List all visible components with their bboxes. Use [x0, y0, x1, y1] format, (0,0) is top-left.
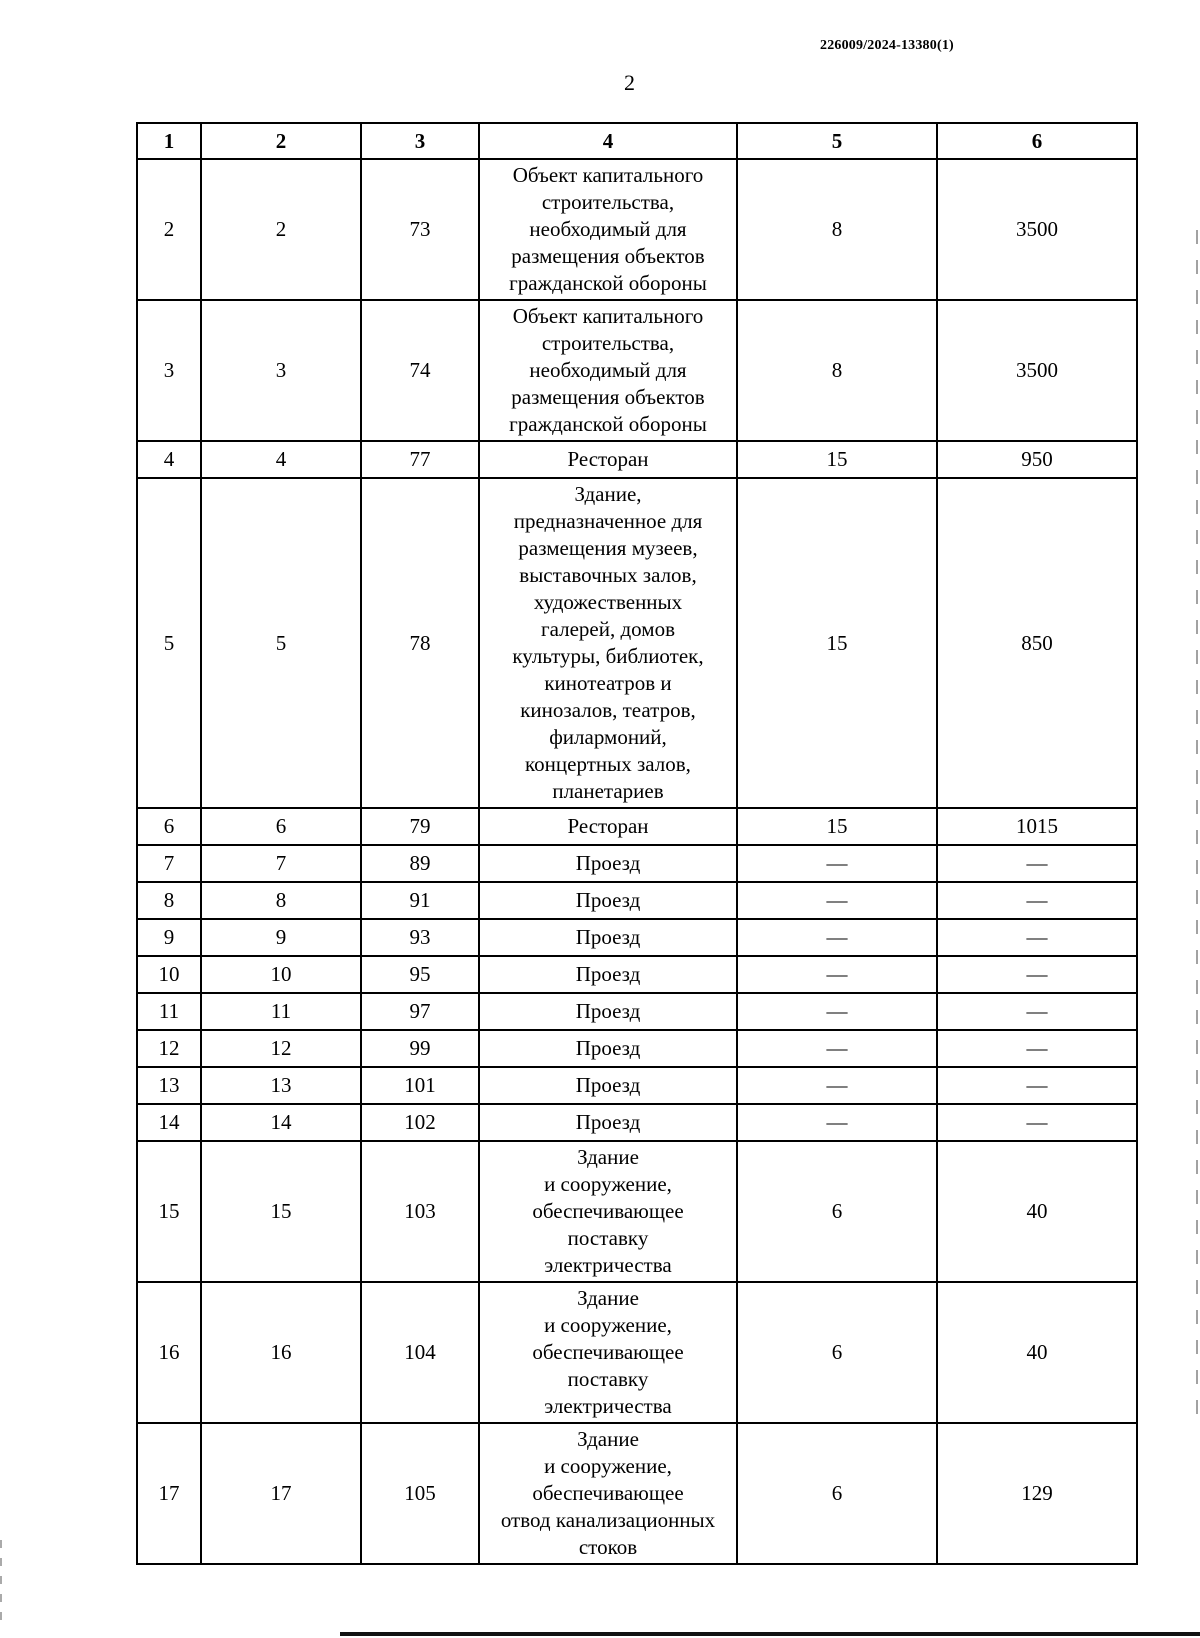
cell-c6: — [937, 1104, 1137, 1141]
cell-c1: 7 [137, 845, 201, 882]
cell-c2: 2 [201, 159, 361, 300]
cell-c2: 6 [201, 808, 361, 845]
scan-edge-mark [0, 1540, 2, 1630]
description-line: Проезд [575, 1073, 641, 1097]
description-line: электричества [544, 1394, 672, 1418]
cell-c5: — [737, 919, 937, 956]
description-line: поставку [567, 1226, 649, 1250]
cell-c3: 102 [361, 1104, 479, 1141]
description-line: концертных залов, [525, 752, 691, 776]
cell-c3: 93 [361, 919, 479, 956]
cell-c1: 15 [137, 1141, 201, 1282]
cell-c6: — [937, 993, 1137, 1030]
table-header-row [137, 123, 1137, 159]
cell-c6: 129 [937, 1423, 1137, 1564]
description-line: кинотеатров и [544, 671, 672, 695]
cell-c5: — [737, 845, 937, 882]
cell-c6: — [937, 882, 1137, 919]
description-line: обеспечивающее [532, 1199, 684, 1223]
description-line: и сооружение, [544, 1172, 672, 1196]
cell-c1: 9 [137, 919, 201, 956]
cell-c6: — [937, 956, 1137, 993]
description-line: Проезд [575, 925, 641, 949]
cell-c2: 12 [201, 1030, 361, 1067]
cell-c5: 8 [737, 159, 937, 300]
cell-c2: 5 [201, 478, 361, 808]
table-row [137, 441, 1137, 478]
cell-c2: 3 [201, 300, 361, 441]
description-line: Объект капитального [512, 304, 704, 328]
table-row [137, 993, 1137, 1030]
cell-c3: 99 [361, 1030, 479, 1067]
cell-c6: 850 [937, 478, 1137, 808]
table-row [137, 956, 1137, 993]
cell-c5: 15 [737, 441, 937, 478]
cell-c2: 9 [201, 919, 361, 956]
description-line: размещения объектов [511, 385, 705, 409]
document-number: 226009/2024-13380(1) [820, 38, 954, 53]
header-cell: 5 [737, 123, 937, 159]
description-cell [479, 993, 737, 1030]
description-cell [479, 1282, 737, 1423]
cell-c3: 89 [361, 845, 479, 882]
scan-bottom-edge [340, 1632, 1200, 1636]
cell-c1: 4 [137, 441, 201, 478]
description-line: предназначенное для [513, 509, 703, 533]
description-line: необходимый для [529, 358, 687, 382]
description-cell [479, 845, 737, 882]
description-line: выставочных залов, [519, 563, 697, 587]
cell-c2: 8 [201, 882, 361, 919]
description-cell [479, 1030, 737, 1067]
cell-c3: 104 [361, 1282, 479, 1423]
description-line: стоков [578, 1535, 638, 1559]
description-cell [479, 919, 737, 956]
description-cell [479, 956, 737, 993]
description-line: художественных [533, 590, 683, 614]
description-line: обеспечивающее [532, 1481, 684, 1505]
cell-c5: 15 [737, 808, 937, 845]
table-row [137, 1282, 1137, 1423]
description-line: культуры, библиотек, [512, 644, 704, 668]
description-line: филармоний, [549, 725, 667, 749]
cell-c2: 11 [201, 993, 361, 1030]
cell-c5: 6 [737, 1141, 937, 1282]
cell-c1: 6 [137, 808, 201, 845]
table-body [137, 159, 1137, 1564]
cell-c5: 6 [737, 1282, 937, 1423]
cell-c5: — [737, 882, 937, 919]
table-row [137, 1030, 1137, 1067]
description-line: планетариев [552, 779, 664, 803]
cell-c1: 17 [137, 1423, 201, 1564]
description-line: электричества [544, 1253, 672, 1277]
cell-c1: 8 [137, 882, 201, 919]
cell-c6: 1015 [937, 808, 1137, 845]
cell-c1: 2 [137, 159, 201, 300]
cell-c6: 40 [937, 1141, 1137, 1282]
cell-c5: — [737, 1067, 937, 1104]
header-cell: 1 [137, 123, 201, 159]
table-row [137, 1067, 1137, 1104]
description-line: Здание [577, 1145, 639, 1169]
header-cell: 2 [201, 123, 361, 159]
cell-c5: — [737, 956, 937, 993]
description-line: гражданской обороны [509, 412, 707, 436]
page-number: 2 [624, 70, 635, 95]
cell-c6: 3500 [937, 159, 1137, 300]
cell-c1: 5 [137, 478, 201, 808]
table-row [137, 478, 1137, 808]
description-line: необходимый для [529, 217, 687, 241]
cell-c5: — [737, 1030, 937, 1067]
cell-c2: 13 [201, 1067, 361, 1104]
table-row [137, 808, 1137, 845]
description-line: размещения объектов [511, 244, 705, 268]
header-cell: 4 [479, 123, 737, 159]
header-cell: 3 [361, 123, 479, 159]
description-line: Проезд [575, 1110, 641, 1134]
cell-c3: 79 [361, 808, 479, 845]
cell-c3: 101 [361, 1067, 479, 1104]
description-line: размещения музеев, [518, 536, 698, 560]
description-cell [479, 1067, 737, 1104]
header-cell: 6 [937, 123, 1137, 159]
cell-c1: 14 [137, 1104, 201, 1141]
cell-c1: 12 [137, 1030, 201, 1067]
description-line: Ресторан [567, 447, 649, 471]
cell-c6: 950 [937, 441, 1137, 478]
description-line: Проезд [575, 888, 641, 912]
cell-c3: 91 [361, 882, 479, 919]
description-line: галерей, домов [541, 617, 675, 641]
cell-c2: 16 [201, 1282, 361, 1423]
cell-c2: 7 [201, 845, 361, 882]
cell-c6: — [937, 1067, 1137, 1104]
table-row [137, 159, 1137, 300]
description-line: Проезд [575, 851, 641, 875]
description-line: Здание [577, 1286, 639, 1310]
description-line: Проезд [575, 962, 641, 986]
table-row [137, 882, 1137, 919]
description-cell [479, 441, 737, 478]
cell-c2: 10 [201, 956, 361, 993]
description-cell [479, 882, 737, 919]
description-line: Объект капитального [512, 163, 704, 187]
description-line: Здание, [574, 482, 642, 506]
cell-c3: 105 [361, 1423, 479, 1564]
cell-c6: — [937, 845, 1137, 882]
table-row [137, 1423, 1137, 1564]
description-line: кинозалов, театров, [520, 698, 696, 722]
cell-c5: 15 [737, 478, 937, 808]
description-cell [479, 300, 737, 441]
cell-c6: — [937, 1030, 1137, 1067]
cell-c5: 6 [737, 1423, 937, 1564]
description-line: обеспечивающее [532, 1340, 684, 1364]
table-row [137, 919, 1137, 956]
description-line: и сооружение, [544, 1454, 672, 1478]
cell-c1: 13 [137, 1067, 201, 1104]
cell-c2: 17 [201, 1423, 361, 1564]
description-cell [479, 1423, 737, 1564]
description-cell [479, 808, 737, 845]
cell-c1: 10 [137, 956, 201, 993]
cell-c3: 77 [361, 441, 479, 478]
cell-c2: 15 [201, 1141, 361, 1282]
cell-c3: 97 [361, 993, 479, 1030]
cell-c6: — [937, 919, 1137, 956]
cell-c1: 3 [137, 300, 201, 441]
description-cell [479, 1104, 737, 1141]
cell-c3: 73 [361, 159, 479, 300]
cell-c6: 3500 [937, 300, 1137, 441]
cell-c3: 103 [361, 1141, 479, 1282]
description-line: Проезд [575, 999, 641, 1023]
table-row [137, 1104, 1137, 1141]
cell-c5: 8 [737, 300, 937, 441]
scan-edge-mark [1196, 230, 1198, 1430]
cell-c5: — [737, 1104, 937, 1141]
cell-c5: — [737, 993, 937, 1030]
table-row [137, 300, 1137, 441]
cell-c3: 95 [361, 956, 479, 993]
description-line: поставку [567, 1367, 649, 1391]
cell-c1: 16 [137, 1282, 201, 1423]
register-table [136, 122, 1138, 1565]
cell-c2: 4 [201, 441, 361, 478]
description-line: Здание [577, 1427, 639, 1451]
description-line: Проезд [575, 1036, 641, 1060]
description-line: гражданской обороны [509, 271, 707, 295]
description-line: строительства, [541, 190, 675, 214]
description-cell [479, 478, 737, 808]
description-cell [479, 1141, 737, 1282]
cell-c6: 40 [937, 1282, 1137, 1423]
cell-c1: 11 [137, 993, 201, 1030]
table-row [137, 1141, 1137, 1282]
cell-c3: 74 [361, 300, 479, 441]
cell-c3: 78 [361, 478, 479, 808]
description-line: отвод канализационных [500, 1508, 716, 1532]
description-line: Ресторан [567, 814, 649, 838]
table-row [137, 845, 1137, 882]
cell-c2: 14 [201, 1104, 361, 1141]
description-line: строительства, [541, 331, 675, 355]
description-cell [479, 159, 737, 300]
description-line: и сооружение, [544, 1313, 672, 1337]
